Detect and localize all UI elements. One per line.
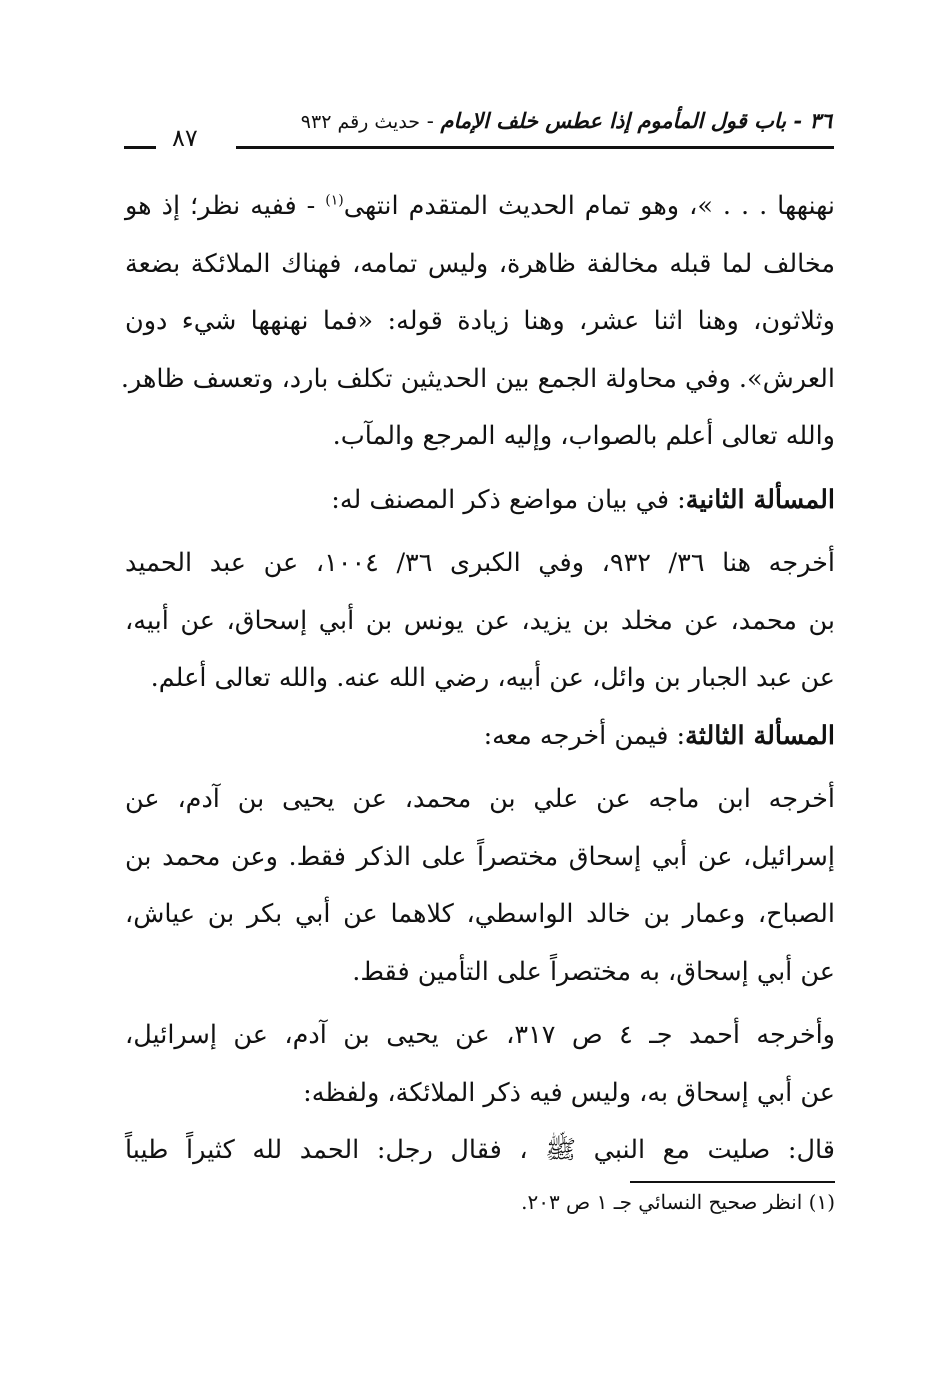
- text-run: نهنهها . . . »، وهو تمام الحديث المتقدم انتهى: [343, 191, 835, 221]
- text-run: - ففيه نظر؛ إذ هو: [125, 191, 326, 221]
- text-line: والله تعالى أعلم بالصواب، وإليه المرجع والمآب.: [332, 421, 835, 451]
- heading-label: المسألة الثانية: [685, 484, 835, 515]
- text-line: أخرجه ابن ماجه عن علي بن محمد، عن يحيى بن آدم، عن: [125, 784, 835, 814]
- heading-label: المسألة الثالثة: [685, 720, 835, 751]
- header-rule: [236, 146, 834, 149]
- paragraph: [120, 178, 835, 466]
- paragraph: [125, 1122, 835, 1180]
- text-line: [125, 708, 835, 766]
- text-line: أخرجه هنا ٣٦/ ٩٣٢، وفي الكبرى ٣٦/ ١٠٠٤، عن عبد الحميد: [125, 548, 836, 578]
- text-line: وثلاثون، وهنا اثنا عشر، وهنا زيادة قوله: «فما نهنهها شيء دون: [125, 306, 835, 336]
- text-line: إسرائيل، عن أبي إسحاق مختصراً على الذكر فقط. وعن محمد بن: [125, 841, 835, 872]
- paragraph: [125, 535, 835, 708]
- heading-text: : في بيان مواضع ذكر المصنف له:: [331, 484, 686, 515]
- footnote-rule: [630, 1181, 835, 1183]
- header-title: [301, 108, 832, 133]
- paragraph: [125, 771, 835, 1001]
- text-line: وأخرجه أحمد جـ ٤ ص ٣١٧، عن يحيى بن آدم، عن إسرائيل،: [125, 1020, 836, 1050]
- text-line: بن محمد، عن مخلد بن يزيد، عن يونس بن أبي إسحاق، عن أبيه،: [125, 605, 835, 636]
- footnote: (١) انظر صحيح النسائي جـ ١ ص ٢٠٣.: [521, 1190, 835, 1214]
- page-number: ٨٧: [172, 124, 198, 152]
- footnote-marker: (١): [325, 192, 344, 209]
- heading-text: : فيمن أخرجه معه:: [483, 720, 686, 751]
- page-number-rule: [124, 146, 156, 149]
- text-line: قال: صليت مع النبي ﷺ ، فقال رجل: الحمد لله كثيراً طيباً: [125, 1135, 835, 1165]
- text-line: [125, 472, 835, 530]
- text-line: عن أبي إسحاق، به مختصراً على التأمين فقط.: [352, 956, 835, 987]
- text-line: الصباح، وعمار بن خالد الواسطي، كلاهما عن أبي بكر بن عياش،: [125, 899, 835, 929]
- text-line: عن أبي إسحاق به، وليس فيه ذكر الملائكة، ولفظه:: [303, 1077, 835, 1108]
- section-heading: [125, 472, 835, 530]
- text-line: مخالف لما قبله مخالفة ظاهرة، وليس تمامه، فهناك الملائكة بضعة: [125, 248, 835, 279]
- body-text: [120, 178, 836, 1180]
- text-line: [125, 178, 835, 236]
- text-line: العرش». وفي محاولة الجمع بين الحديثين تكلف بارد، وتعسف ظاهر.: [120, 363, 835, 394]
- chapter-title: ٣٦ - باب قول المأموم إذا عطس خلف الإمام: [440, 108, 832, 133]
- hadith-reference: حديث رقم ٩٣٢: [300, 111, 421, 133]
- text-line: عن عبد الجبار بن وائل، عن أبيه، رضي الله عنه. والله تعالى أعلم.: [150, 663, 835, 693]
- paragraph: [125, 1007, 835, 1122]
- header-separator: -: [420, 109, 441, 133]
- section-heading: [125, 708, 835, 766]
